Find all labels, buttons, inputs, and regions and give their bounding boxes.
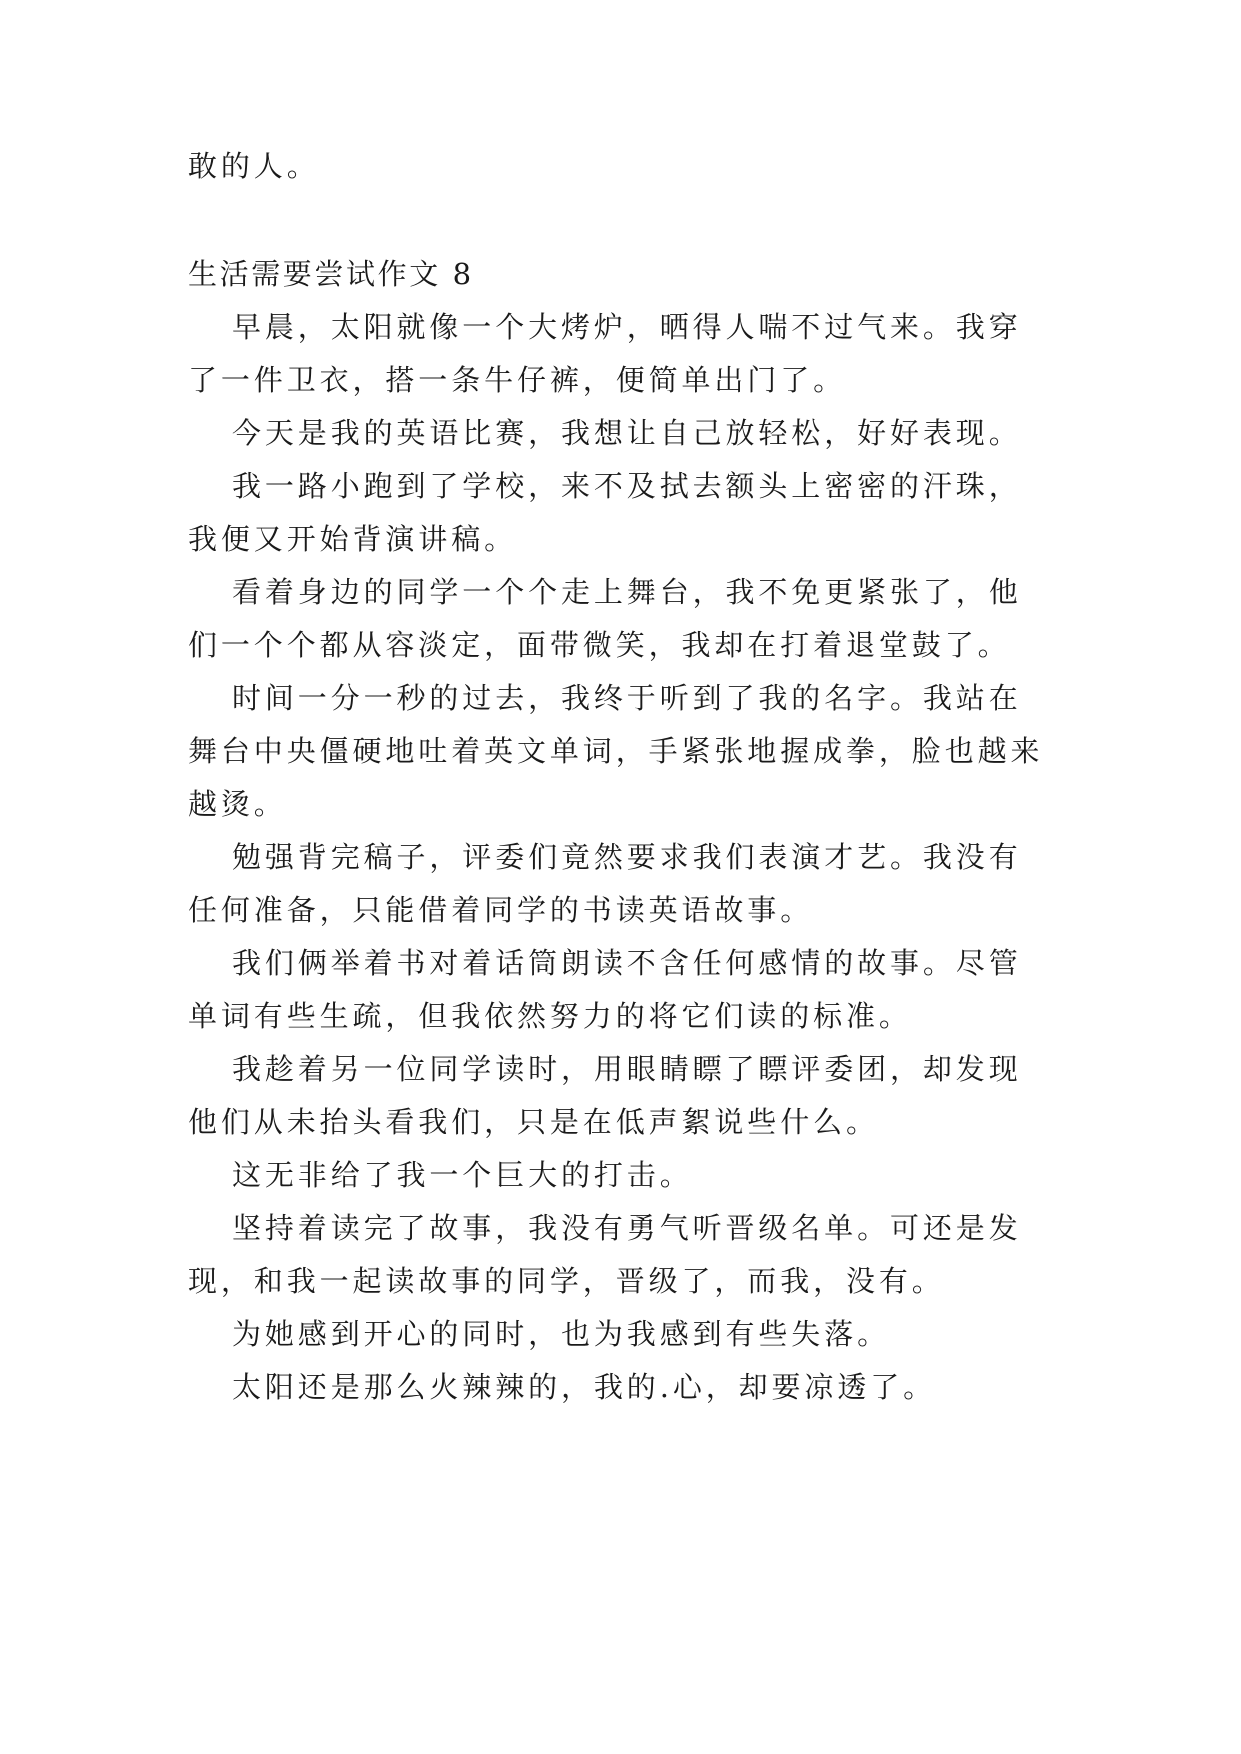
paragraph-line: 舞台中央僵硬地吐着英文单词，手紧张地握成拳，脸也越来: [188, 734, 1044, 768]
paragraph-line: 时间一分一秒的过去，我终于听到了我的名字。我站在: [232, 681, 1022, 715]
paragraph-line: 早晨，太阳就像一个大烤炉，晒得人喘不过气来。我穿: [232, 310, 1022, 344]
paragraph-line: 现，和我一起读故事的同学，晋级了，而我，没有。: [188, 1264, 945, 1298]
paragraph-line: 为她感到开心的同时，也为我感到有些失落。: [232, 1317, 891, 1351]
paragraph-line: 我们俩举着书对着话筒朗读不含任何感情的故事。尽管: [232, 946, 1022, 980]
paragraph-line: 看着身边的同学一个个走上舞台，我不免更紧张了，他: [232, 575, 1022, 609]
paragraph-line: 今天是我的英语比赛，我想让自己放轻松，好好表现。: [232, 416, 1022, 450]
paragraph-line: 们一个个都从容淡定，面带微笑，我却在打着退堂鼓了。: [188, 628, 1011, 662]
paragraph-line: 了一件卫衣，搭一条牛仔裤，便简单出门了。: [188, 363, 847, 397]
paragraph-line: 这无非给了我一个巨大的打击。: [232, 1158, 693, 1192]
essay-title: 生活需要尝试作文 8: [188, 257, 474, 291]
paragraph-line: 坚持着读完了故事，我没有勇气听晋级名单。可还是发: [232, 1211, 1022, 1245]
paragraph-line: 单词有些生疏，但我依然努力的将它们读的标准。: [188, 999, 912, 1033]
paragraph-line: 他们从未抬头看我们，只是在低声絮说些什么。: [188, 1105, 879, 1139]
paragraph-line: 越烫。: [188, 787, 287, 821]
paragraph-line: 我一路小跑到了学校，来不及拭去额头上密密的汗珠，: [232, 469, 1022, 503]
paragraph-line: 任何准备，只能借着同学的书读英语故事。: [188, 893, 814, 927]
paragraph-line: 太阳还是那么火辣辣的，我的.心，却要凉透了。: [232, 1370, 937, 1404]
text-line: 敢的人。: [188, 149, 320, 183]
paragraph-line: 勉强背完稿子，评委们竟然要求我们表演才艺。我没有: [232, 840, 1022, 874]
paragraph-line: 我趁着另一位同学读时，用眼睛瞟了瞟评委团，却发现: [232, 1052, 1022, 1086]
paragraph-line: 我便又开始背演讲稿。: [188, 522, 518, 556]
